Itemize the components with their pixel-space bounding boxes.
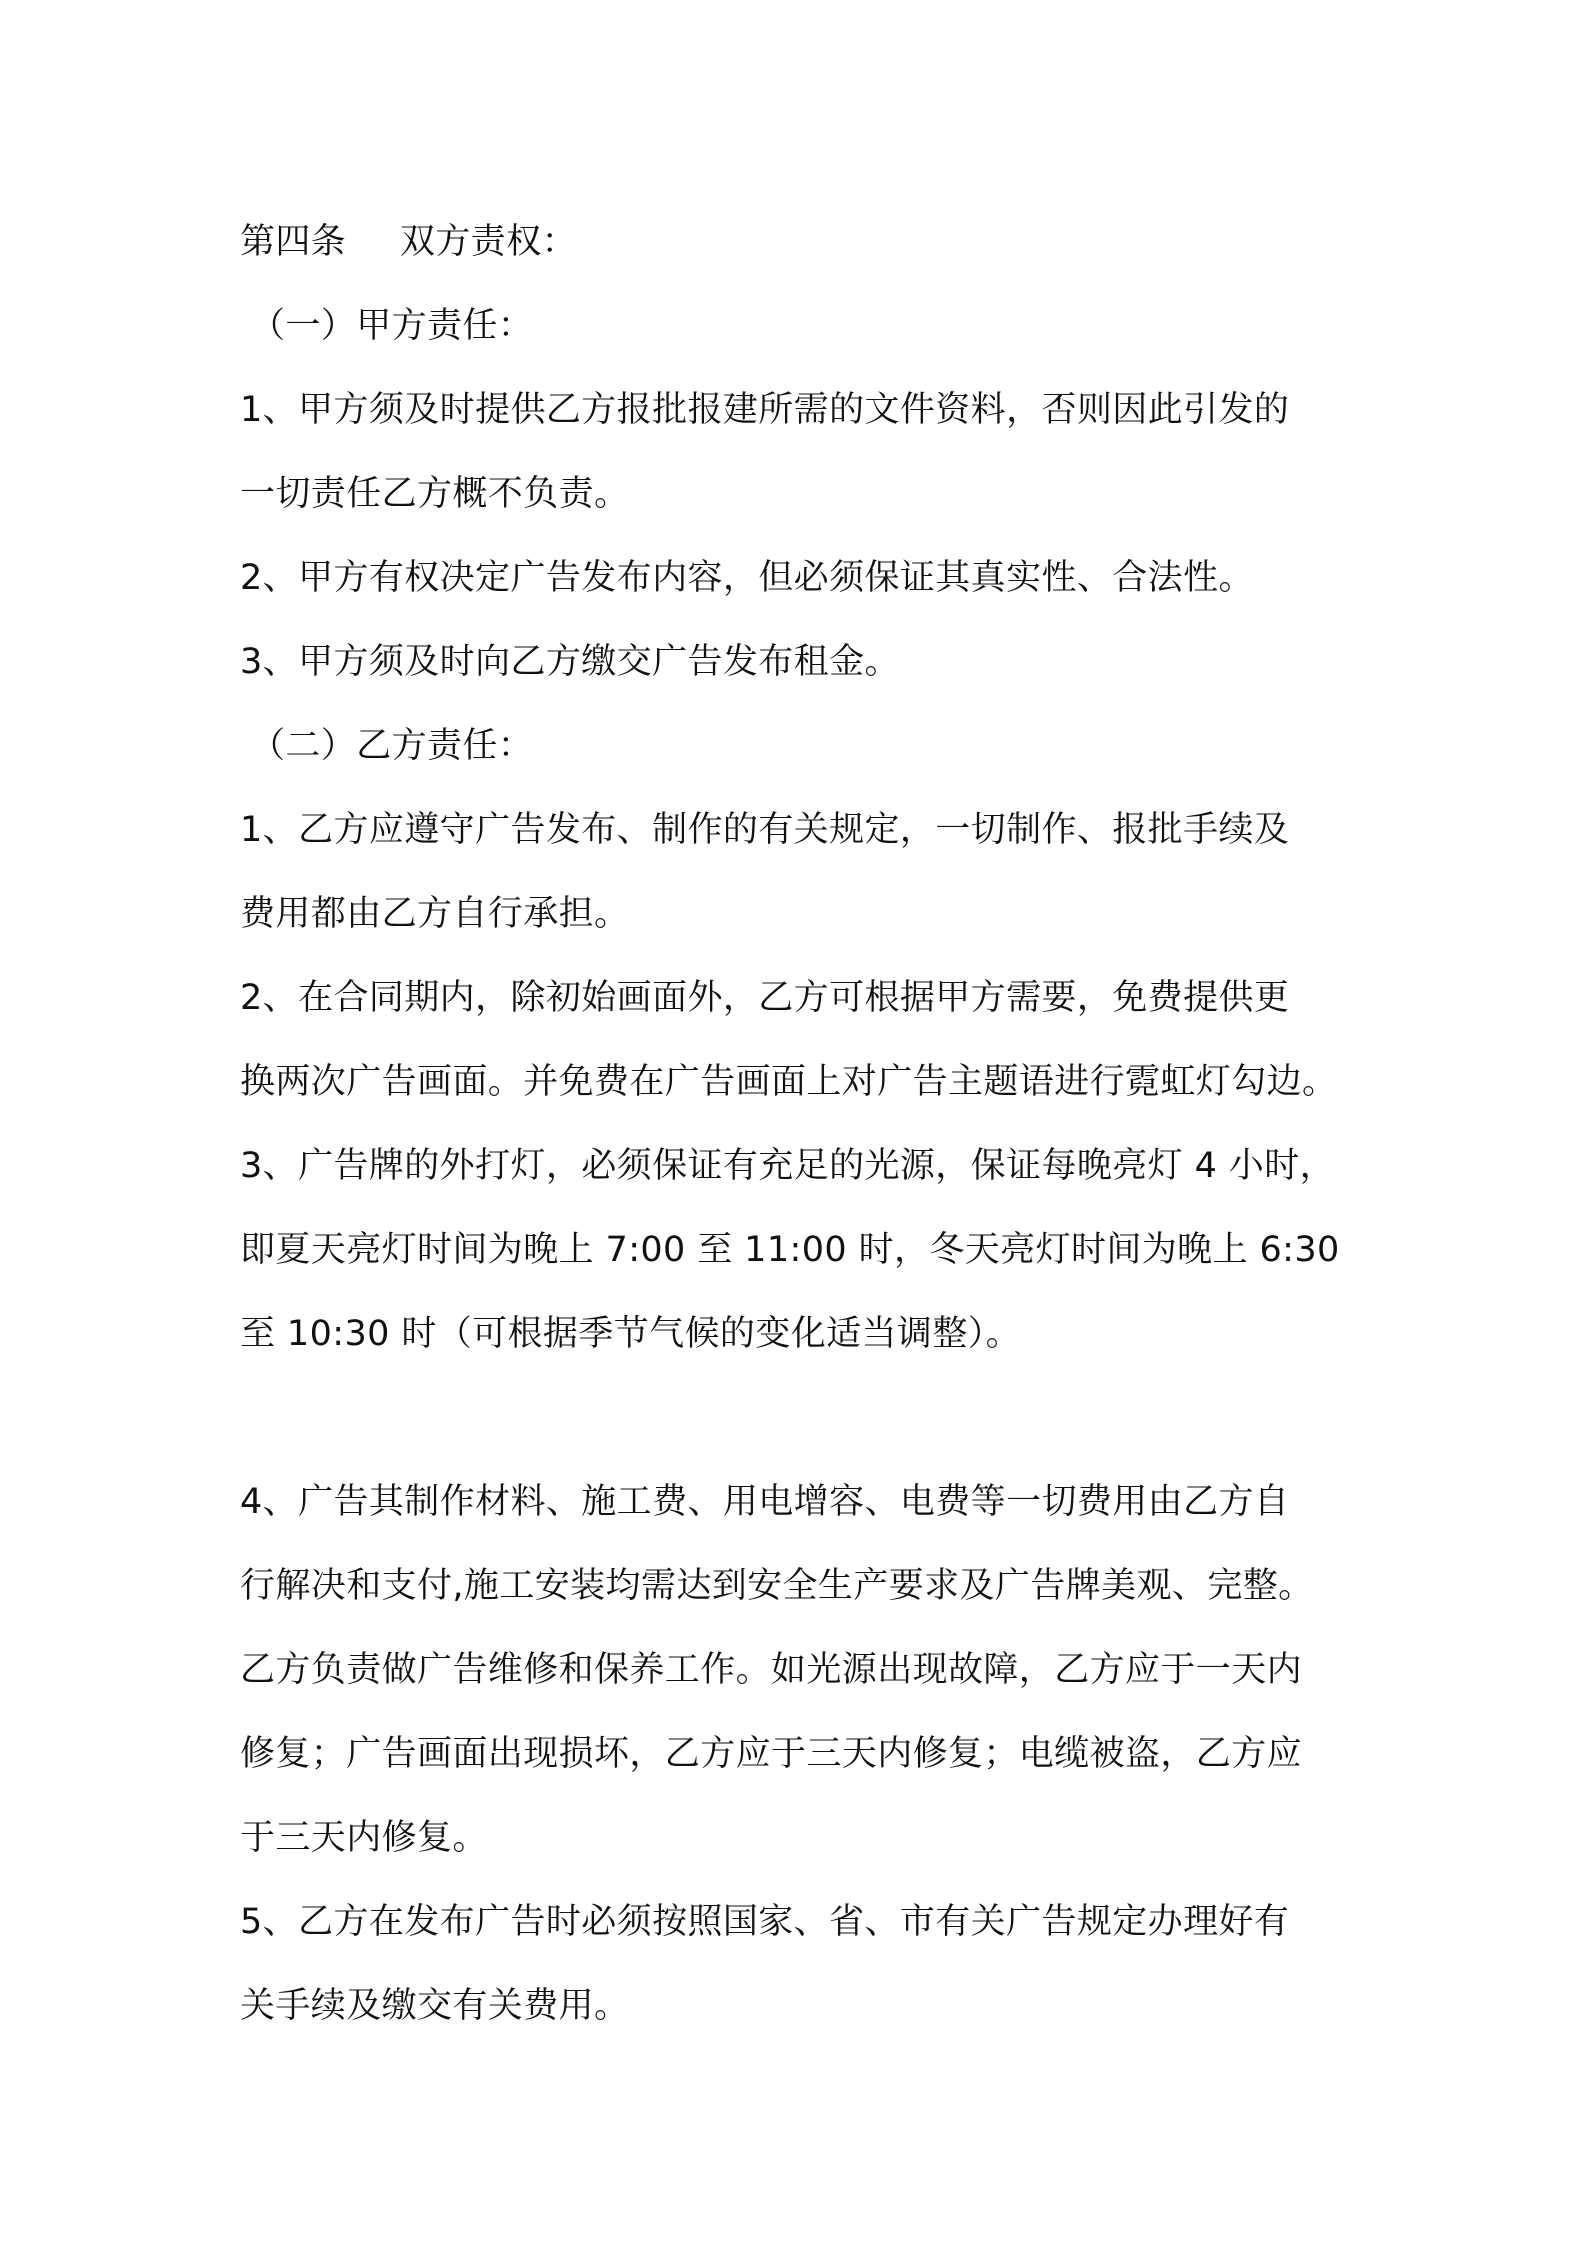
- contract-body: [240, 200, 1380, 2048]
- party-b-heading: （二）乙方责任：: [250, 726, 534, 766]
- party-b-line: 4、广告其制作材料、施工费、用电增容、电费等一切费用由乙方自: [240, 1482, 1290, 1522]
- party-b-line: 行解决和支付,施工安装均需达到安全生产要求及广告牌美观、完整。: [240, 1566, 1314, 1606]
- party-b-line: 修复；广告画面出现损坏，乙方应于三天内修复；电缆被盗，乙方应: [240, 1734, 1303, 1774]
- party-b-line: 2、在合同期内，除初始画面外，乙方可根据甲方需要，免费提供更: [240, 978, 1290, 1018]
- party-a-line: 3、甲方须及时向乙方缴交广告发布租金。: [240, 642, 900, 682]
- party-b-line: 5、乙方在发布广告时必须按照国家、省、市有关广告规定办理好有: [240, 1902, 1290, 1942]
- party-b-line: 于三天内修复。: [240, 1818, 488, 1858]
- party-b-line: 乙方负责做广告维修和保养工作。如光源出现故障，乙方应于一天内: [240, 1650, 1303, 1690]
- party-a-line: 一切责任乙方概不负责。: [240, 474, 630, 514]
- party-b-line: 3、广告牌的外打灯，必须保证有充足的光源，保证每晚亮灯 4 小时，: [240, 1146, 1335, 1186]
- party-b-line: 关手续及缴交有关费用。: [240, 1986, 630, 2026]
- article-title: 双方责权：: [400, 222, 578, 262]
- party-a-line: 2、甲方有权决定广告发布内容，但必须保证其真实性、合法性。: [240, 558, 1254, 598]
- party-b-line: 换两次广告画面。并免费在广告画面上对广告主题语进行霓虹灯勾边。: [240, 1062, 1338, 1102]
- party-b-line: 至 10:30 时（可根据季节气候的变化适当调整）。: [240, 1314, 1022, 1354]
- party-b-line: 费用都由乙方自行承担。: [240, 894, 630, 934]
- party-b-line: 即夏天亮灯时间为晚上 7:00 至 11:00 时，冬天亮灯时间为晚上 6:30: [240, 1230, 1340, 1270]
- paragraph-gap: [240, 1376, 1380, 1460]
- party-a-line: 1、甲方须及时提供乙方报批报建所需的文件资料，否则因此引发的: [240, 390, 1290, 430]
- article-number: 第四条: [240, 222, 347, 262]
- article-heading: [240, 200, 1380, 284]
- party-b-line: 1、乙方应遵守广告发布、制作的有关规定，一切制作、报批手续及: [240, 810, 1290, 850]
- party-a-heading: （一）甲方责任：: [250, 306, 534, 346]
